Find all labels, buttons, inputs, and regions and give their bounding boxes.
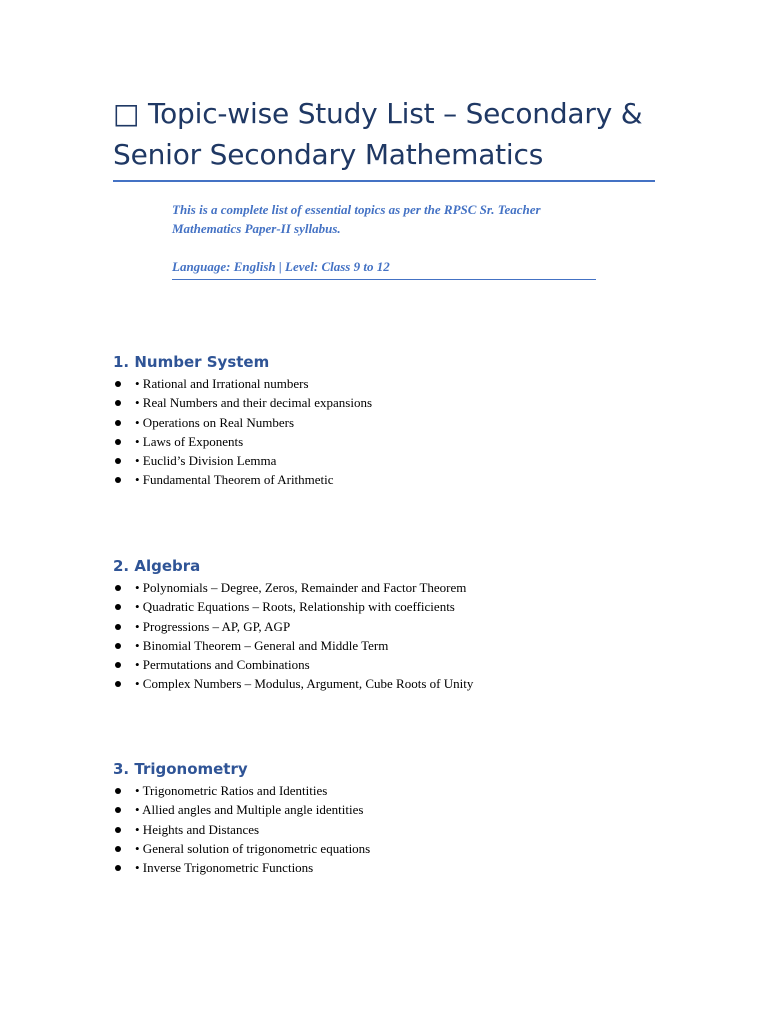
bullet-icon — [115, 420, 121, 426]
list-item — [113, 578, 713, 597]
list-item-text: • General solution of trigonometric equations — [135, 840, 371, 856]
bullet-icon — [115, 381, 121, 387]
missing-glyph-icon: □ — [113, 97, 140, 130]
list-item — [113, 781, 713, 800]
list-item-text: • Fundamental Theorem of Arithmetic — [135, 472, 334, 488]
list-item — [113, 413, 713, 432]
intro-block — [172, 200, 602, 276]
list-item-text: • Progressions – AP, GP, AGP — [135, 618, 291, 634]
list-item-text: • Inverse Trigonometric Functions — [135, 860, 314, 876]
topic-list — [113, 374, 713, 490]
list-item-text: • Complex Numbers – Modulus, Argument, Cube Roots of Unity — [135, 676, 474, 692]
bullet-icon — [115, 643, 121, 649]
list-item — [113, 393, 713, 412]
document-title — [113, 93, 673, 175]
bullet-icon — [115, 458, 121, 464]
list-item — [113, 674, 713, 693]
document-title-text: Topic-wise Study List – Secondary & Senior Secondary Mathematics — [113, 97, 643, 171]
bullet-icon — [115, 585, 121, 591]
section-heading: 1. Number System — [113, 353, 270, 371]
list-item-text: • Allied angles and Multiple angle identities — [135, 802, 364, 818]
topic-list — [113, 781, 713, 877]
list-item-text: • Real Numbers and their decimal expansions — [135, 395, 373, 411]
topic-list — [113, 578, 713, 694]
list-item-text: • Binomial Theorem – General and Middle Term — [135, 637, 389, 653]
list-item-text: • Euclid’s Division Lemma — [135, 453, 277, 469]
section-trigonometry — [113, 759, 713, 877]
list-item — [113, 470, 713, 489]
intro-description: This is a complete list of essential topics as per the RPSC Sr. Teacher Mathematics Paper-II syllabus. — [172, 202, 541, 236]
list-item — [113, 858, 713, 877]
list-item — [113, 451, 713, 470]
list-item-text: • Polynomials – Degree, Zeros, Remainder and Factor Theorem — [135, 580, 467, 595]
bullet-icon — [115, 439, 121, 445]
section-heading: 3. Trigonometry — [113, 760, 248, 778]
title-underline — [113, 180, 655, 182]
list-item — [113, 617, 713, 636]
list-item-text: • Trigonometric Ratios and Identities — [135, 783, 328, 798]
list-item — [113, 597, 713, 616]
list-item — [113, 839, 713, 858]
bullet-icon — [115, 807, 121, 813]
list-item — [113, 655, 713, 674]
bullet-icon — [115, 788, 121, 794]
list-item — [113, 636, 713, 655]
list-item-text: • Laws of Exponents — [135, 433, 244, 449]
bullet-icon — [115, 846, 121, 852]
bullet-icon — [115, 624, 121, 630]
bullet-icon — [115, 865, 121, 871]
bullet-icon — [115, 662, 121, 668]
section-algebra — [113, 556, 713, 694]
list-item-text: • Operations on Real Numbers — [135, 414, 295, 430]
bullet-icon — [115, 400, 121, 406]
list-item-text: • Heights and Distances — [135, 821, 260, 837]
intro-meta: Language: English | Level: Class 9 to 12 — [172, 259, 390, 274]
bullet-icon — [115, 477, 121, 483]
bullet-icon — [115, 827, 121, 833]
bullet-icon — [115, 681, 121, 687]
section-heading: 2. Algebra — [113, 557, 201, 575]
list-item-text: • Quadratic Equations – Roots, Relationship with coefficients — [135, 599, 455, 615]
bullet-icon — [115, 604, 121, 610]
list-item — [113, 820, 713, 839]
list-item-text: • Permutations and Combinations — [135, 657, 310, 673]
list-item-text: • Rational and Irrational numbers — [135, 376, 309, 391]
list-item — [113, 800, 713, 819]
list-item — [113, 432, 713, 451]
intro-underline — [172, 279, 596, 280]
list-item — [113, 374, 713, 393]
section-number-system — [113, 352, 713, 490]
